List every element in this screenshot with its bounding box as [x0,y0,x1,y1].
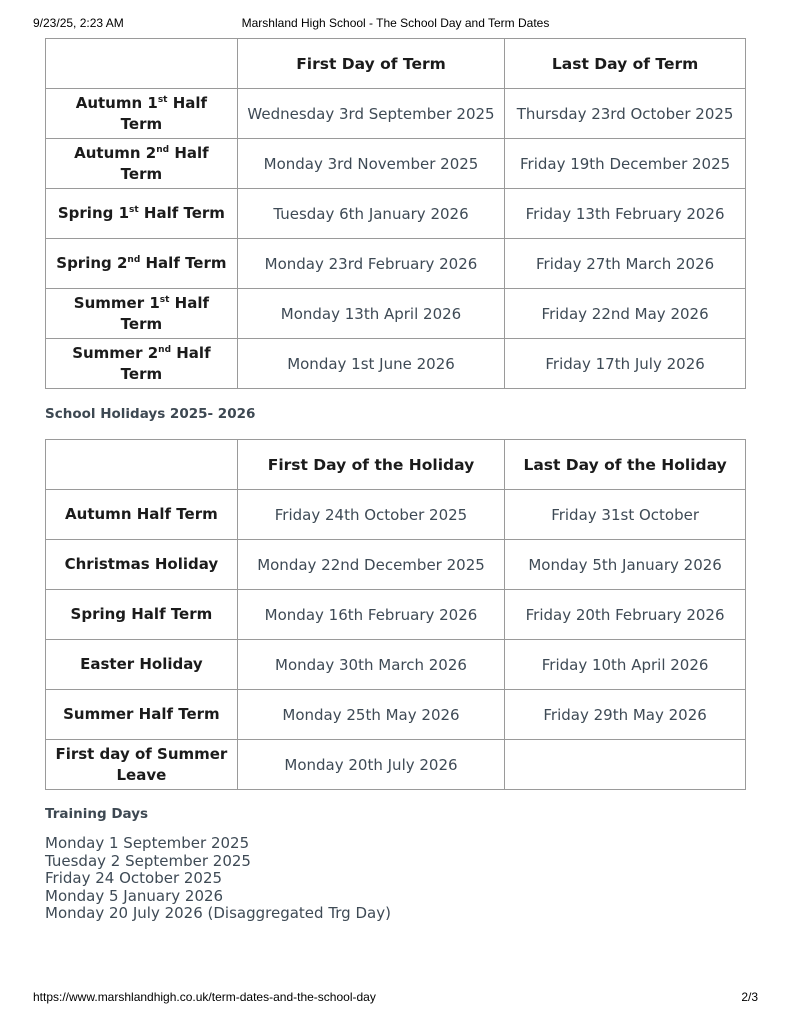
term-last-day-cell: Friday 17th July 2026 [505,339,746,389]
table-row [46,339,746,389]
holiday-row-label: First day of Summer Leave [46,740,238,790]
term-dates-table [45,38,746,389]
term-name: Spring 1 [57,204,130,223]
holiday-first-day-cell: Monday 16th February 2026 [237,590,504,640]
ordinal-suffix: st [159,295,170,306]
training-days-heading: Training Days [45,806,149,822]
ordinal-suffix: nd [127,255,141,266]
term-row-label [46,339,238,389]
term-table-header-row [46,39,746,89]
term-name: Autumn 1 [75,94,158,113]
print-header-datetime: 9/23/25, 2:23 AM [33,16,124,30]
term-first-day-cell: Monday 13th April 2026 [237,289,504,339]
holiday-table-empty-header-cell [46,440,238,490]
term-name-rest: Half Term [120,294,210,333]
term-name-rest: Half Term [120,344,211,383]
ordinal-suffix: nd [158,345,172,356]
print-footer-url: https://www.marshlandhigh.co.uk/term-dates-and-the-school-day [33,990,376,1004]
training-days-list [45,835,791,923]
term-last-day-cell: Friday 27th March 2026 [505,239,746,289]
term-name: Autumn 2 [74,144,157,163]
holiday-dates-table [45,439,746,790]
holiday-last-day-cell [505,740,746,790]
holiday-last-day-cell: Friday 10th April 2026 [505,640,746,690]
term-last-day-cell: Friday 13th February 2026 [505,189,746,239]
term-last-day-cell: Friday 19th December 2025 [505,139,746,189]
holiday-last-day-cell: Friday 29th May 2026 [505,690,746,740]
holiday-last-day-cell: Friday 20th February 2026 [505,590,746,640]
table-row [46,690,746,740]
list-item: Monday 5 January 2026 [45,886,224,905]
holiday-row-label: Summer Half Term [46,690,238,740]
school-holidays-heading: School Holidays 2025- 2026 [45,406,256,422]
print-header-title: Marshland High School - The School Day and Term Dates [241,16,550,30]
table-row [46,189,746,239]
ordinal-suffix: st [129,205,139,216]
holiday-row-label: Christmas Holiday [46,540,238,590]
term-last-day-cell: Friday 22nd May 2026 [505,289,746,339]
term-table-header-last-day: Last Day of Term [505,39,746,89]
table-row [46,640,746,690]
list-item: Friday 24 October 2025 [45,869,223,887]
holiday-table-header-row [46,440,746,490]
term-last-day-cell: Thursday 23rd October 2025 [505,89,746,139]
term-name-rest: Half Term [140,254,227,273]
term-row-label [46,139,238,189]
table-row [46,139,746,189]
print-footer [33,990,758,1004]
ordinal-suffix: nd [156,145,170,156]
holiday-first-day-cell: Monday 20th July 2026 [237,740,504,790]
holiday-first-day-cell: Monday 30th March 2026 [237,640,504,690]
table-row [46,740,746,790]
school-holidays-section [0,439,791,790]
table-row [46,540,746,590]
term-name-rest: Half Term [120,94,208,133]
term-table-empty-header-cell [46,39,238,89]
table-row [46,289,746,339]
term-row-label [46,89,238,139]
table-row [46,590,746,640]
term-first-day-cell: Tuesday 6th January 2026 [237,189,504,239]
table-row [46,89,746,139]
term-name: Spring 2 [56,254,128,273]
term-table-header-first-day: First Day of Term [237,39,504,89]
holiday-table-header-first-day: First Day of the Holiday [237,440,504,490]
term-dates-section [0,38,791,389]
print-footer-page-number: 2/3 [741,990,758,1004]
holiday-row-label: Autumn Half Term [46,490,238,540]
term-first-day-cell: Monday 23rd February 2026 [237,239,504,289]
holiday-last-day-cell: Friday 31st October [505,490,746,540]
holiday-first-day-cell: Monday 25th May 2026 [237,690,504,740]
holiday-row-label: Easter Holiday [46,640,238,690]
term-first-day-cell: Monday 1st June 2026 [237,339,504,389]
print-header [0,16,791,30]
term-name: Summer 1 [73,294,160,313]
list-item: Tuesday 2 September 2025 [45,851,251,870]
holiday-first-day-cell: Monday 22nd December 2025 [237,540,504,590]
term-name-rest: Half Term [138,204,225,223]
term-name: Summer 2 [72,344,159,363]
holiday-table-header-last-day: Last Day of the Holiday [505,440,746,490]
holiday-last-day-cell: Monday 5th January 2026 [505,540,746,590]
list-item: Monday 1 September 2025 [45,834,250,852]
holiday-first-day-cell: Friday 24th October 2025 [237,490,504,540]
term-row-label [46,239,238,289]
ordinal-suffix: st [157,95,168,106]
table-row [46,239,746,289]
list-item: Monday 20 July 2026 (Disaggregated Trg Day) [45,904,391,922]
table-row [46,490,746,540]
holiday-row-label: Spring Half Term [46,590,238,640]
term-name-rest: Half Term [120,144,209,183]
term-row-label [46,289,238,339]
term-first-day-cell: Monday 3rd November 2025 [237,139,504,189]
term-row-label [46,189,238,239]
term-first-day-cell: Wednesday 3rd September 2025 [237,89,504,139]
